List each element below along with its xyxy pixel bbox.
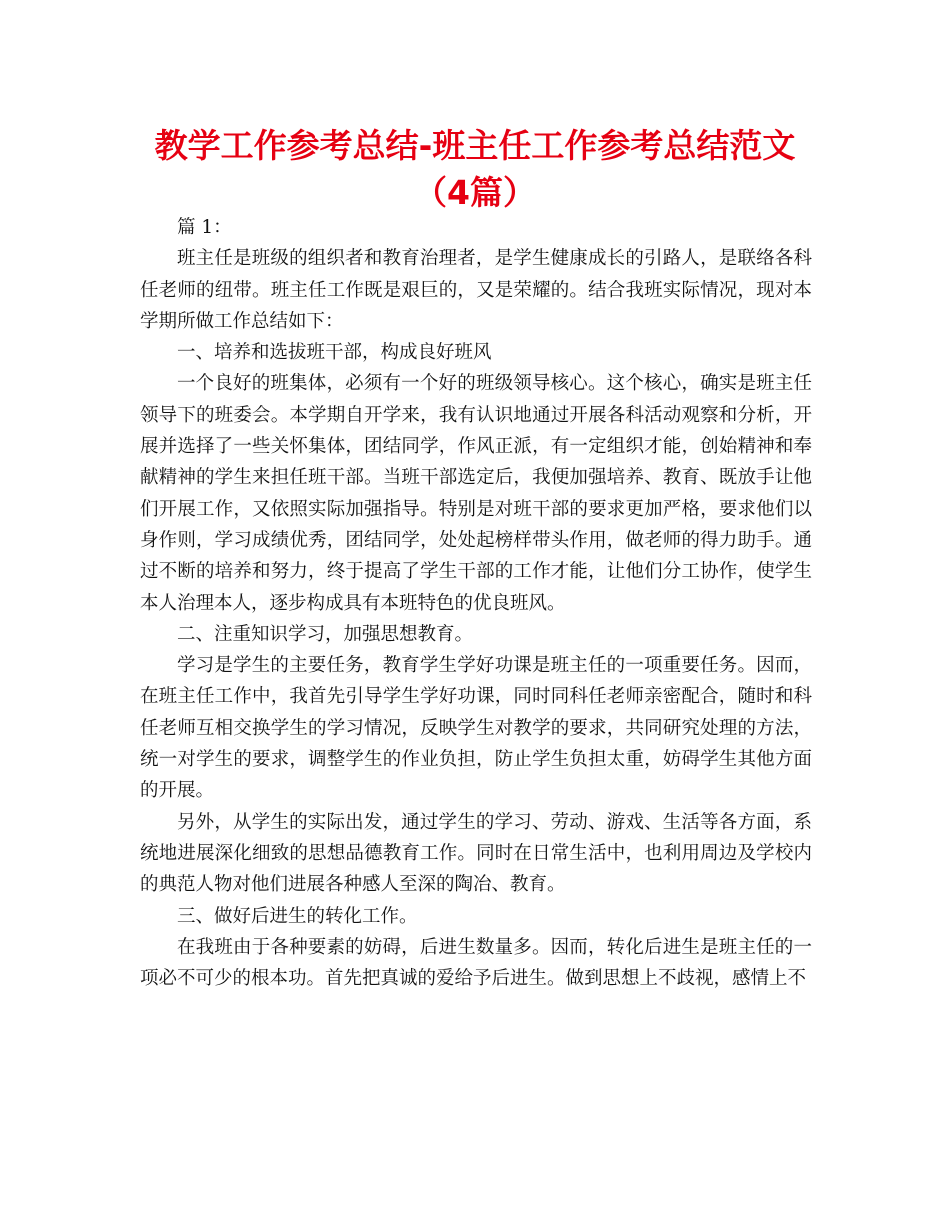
section-heading-2: 二、注重知识学习，加强思想教育。	[177, 623, 474, 645]
paragraph-class-leaders: 一个良好的班集体，必须有一个好的班级领导核心。这个核心，确实是班主任领导下的班委会。本学期自开学来，我有认识地通过开展各科活动观察和分析，开展并选择了一些关怀集体，团结同学，作风正派，有一定组织才能，创始精神和奉献精神的学生来担任班干部。当班干部选定后，我便加强培养、教育、既放手让他们开展工作，又依照实际加强指导。特别是对班干部的要求更加严格，要求他们以身作则，学习成绩优秀，团结同学，处处起榜样带头作用，做老师的得力助手。通过不断的培养和努力，终于提高了学生干部的工作才能，让他们分工协作，使学生本人治理本人，逐步构成具有本班特色的优良班风。	[140, 373, 812, 614]
paragraph-intro: 班主任是班级的组织者和教育治理者，是学生健康成长的引路人，是联络各科任老师的纽带。班主任工作既是艰巨的，又是荣耀的。结合我班实际情况，现对本学期所做工作总结如下：	[140, 248, 812, 332]
document-title: 教学工作参考总结-班主任工作参考总结范文（4篇）	[154, 126, 796, 212]
document-body	[140, 212, 812, 994]
section-label: 篇 1：	[177, 217, 232, 238]
paragraph-struggling-students: 在我班由于各种要素的妨碍，后进生数量多。因而，转化后进生是班主任的一项必不可少的根本功。首先把真诚的爱给予后进生。做到思想上不歧视，感情上不	[140, 936, 812, 990]
paragraph-moral-education: 另外，从学生的实际出发，通过学生的学习、劳动、游戏、生活等各方面，系统地进展深化细致的思想品德教育工作。同时在日常生活中，也利用周边及学校内的典范人物对他们进展各种感人至深的陶冶、教育。	[140, 811, 812, 896]
paragraph-study: 学习是学生的主要任务，教育学生学好功课是班主任的一项重要任务。因而，在班主任工作中，我首先引导学生学好功课，同时同科任老师亲密配合，随时和科任老师互相交换学生的学习情况，反映学生对教学的要求，共同研究处理的方法，统一对学生的要求，调整学生的作业负担，防止学生负担太重，妨碍学生其他方面的开展。	[140, 655, 812, 802]
section-heading-3: 三、做好后进生的转化工作。	[177, 905, 418, 927]
section-heading-1: 一、培养和选拔班干部，构成良好班风	[177, 342, 492, 364]
